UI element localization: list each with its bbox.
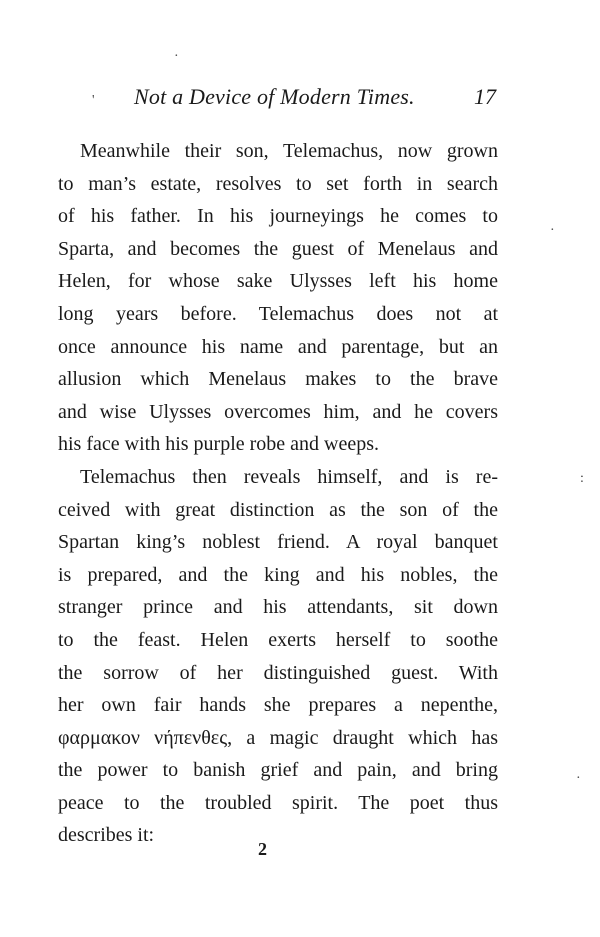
print-speck: :	[580, 471, 584, 486]
text-line: Meanwhile their son, Telemachus, now grown	[80, 140, 498, 162]
text-line: the sorrow of her distinguished guest. With	[58, 661, 498, 684]
page-number: 17	[474, 84, 496, 109]
print-speck: ·	[576, 771, 581, 786]
text-line: allusion which Menelaus makes to the brave	[58, 368, 498, 391]
body-text	[58, 135, 498, 852]
text-line: and wise Ulysses overcomes him, and he covers	[58, 400, 498, 423]
text-line: stranger prince and his attendants, sit down	[58, 596, 498, 619]
text-line: to man’s estate, resolves to set forth in search	[58, 172, 498, 195]
text-line: to the feast. Helen exerts herself to soothe	[58, 628, 498, 651]
print-speck: ·	[550, 223, 555, 238]
text-line: his face with his purple robe and weeps.	[58, 433, 380, 456]
print-speck: ·	[174, 49, 179, 64]
text-line: her own fair hands she prepares a nepenthe,	[58, 694, 498, 717]
text-line: Helen, for whose sake Ulysses left his home	[58, 270, 498, 293]
running-title: Not a Device of Modern Times.	[134, 84, 415, 109]
print-speck: '	[92, 93, 95, 108]
text-line: describes it:	[58, 824, 155, 847]
text-line: once announce his name and parentage, but an	[58, 335, 498, 358]
page-header	[0, 84, 600, 114]
signature-mark: 2	[258, 839, 267, 859]
text-line: ceived with great distinction as the son of the	[58, 498, 498, 521]
text-line: Sparta, and becomes the guest of Menelaus and	[58, 237, 498, 260]
text-line: is prepared, and the king and his nobles, the	[58, 563, 498, 586]
text-line: long years before. Telemachus does not at	[58, 302, 498, 325]
text-line: Telemachus then reveals himself, and is re-	[80, 465, 498, 488]
text-line: peace to the troubled spirit. The poet thus	[58, 791, 498, 814]
text-line: the power to banish grief and pain, and bring	[58, 759, 498, 782]
text-line: of his father. In his journeyings he comes to	[58, 205, 498, 228]
text-line: Spartan king’s noblest friend. A royal banquet	[58, 531, 498, 554]
text-line: φαρμακον νήπενθες, a magic draught which has	[58, 726, 498, 749]
